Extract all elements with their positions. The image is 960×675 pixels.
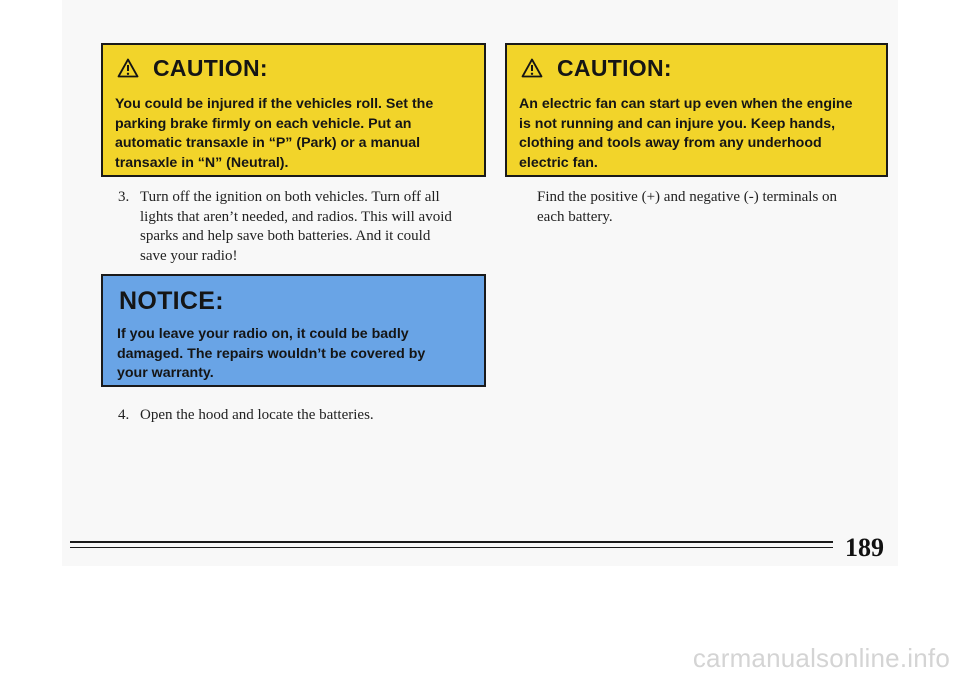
step-number: 4.	[118, 407, 130, 423]
caution-title	[117, 55, 268, 82]
caution-line: is not running and can injure you. Keep hands,	[519, 115, 836, 132]
step-line: sparks and help save both batteries. And it could	[140, 228, 431, 244]
notice-line: damaged. The repairs wouldn’t be covered by	[117, 345, 426, 362]
footer-rule-thick	[70, 541, 833, 543]
notice-line: If you leave your radio on, it could be badly	[117, 326, 409, 342]
caution-box-rollaway	[101, 43, 486, 177]
paragraph-line: each battery.	[537, 208, 613, 225]
caution-title	[521, 55, 672, 82]
terminals-paragraph	[537, 188, 837, 227]
warning-triangle-icon	[521, 58, 543, 78]
step-text	[140, 188, 452, 266]
caution-line: An electric fan can start up even when the engine	[519, 96, 853, 112]
step-line: lights that aren’t needed, and radios. This will avoid	[140, 208, 452, 225]
page-number: 189	[845, 533, 884, 562]
step-number: 3.	[118, 189, 130, 205]
caution-text	[115, 95, 433, 173]
caution-text	[519, 95, 853, 173]
notice-title: NOTICE:	[119, 287, 224, 315]
caution-box-electric-fan	[505, 43, 888, 177]
warning-triangle-icon	[117, 58, 139, 78]
caution-line: transaxle in “N” (Neutral).	[115, 154, 289, 171]
caution-line: parking brake firmly on each vehicle. Put an	[115, 115, 412, 132]
caution-line: clothing and tools away from any underhood	[519, 135, 822, 151]
paragraph-line: Find the positive (+) and negative (-) terminals on	[537, 189, 838, 205]
step-text: Open the hood and locate the batteries.	[140, 407, 374, 423]
notice-line: your warranty.	[117, 365, 214, 381]
step-line: Turn off the ignition on both vehicles. Turn off all	[140, 189, 440, 205]
caution-line: You could be injured if the vehicles roll. Set the	[115, 96, 434, 112]
step-line: save your radio!	[140, 247, 238, 264]
step-4	[118, 406, 374, 426]
caution-line: automatic transaxle in “P” (Park) or a manual	[115, 135, 421, 151]
watermark-link[interactable]: carmanualsonline.info	[692, 643, 950, 673]
step-3	[118, 188, 452, 266]
notice-box	[101, 274, 486, 387]
caution-title-text: CAUTION:	[557, 55, 672, 81]
caution-line: electric fan.	[519, 154, 598, 171]
notice-text	[117, 325, 425, 384]
footer-rule-thin	[70, 547, 833, 548]
caution-title-text: CAUTION:	[153, 55, 268, 81]
